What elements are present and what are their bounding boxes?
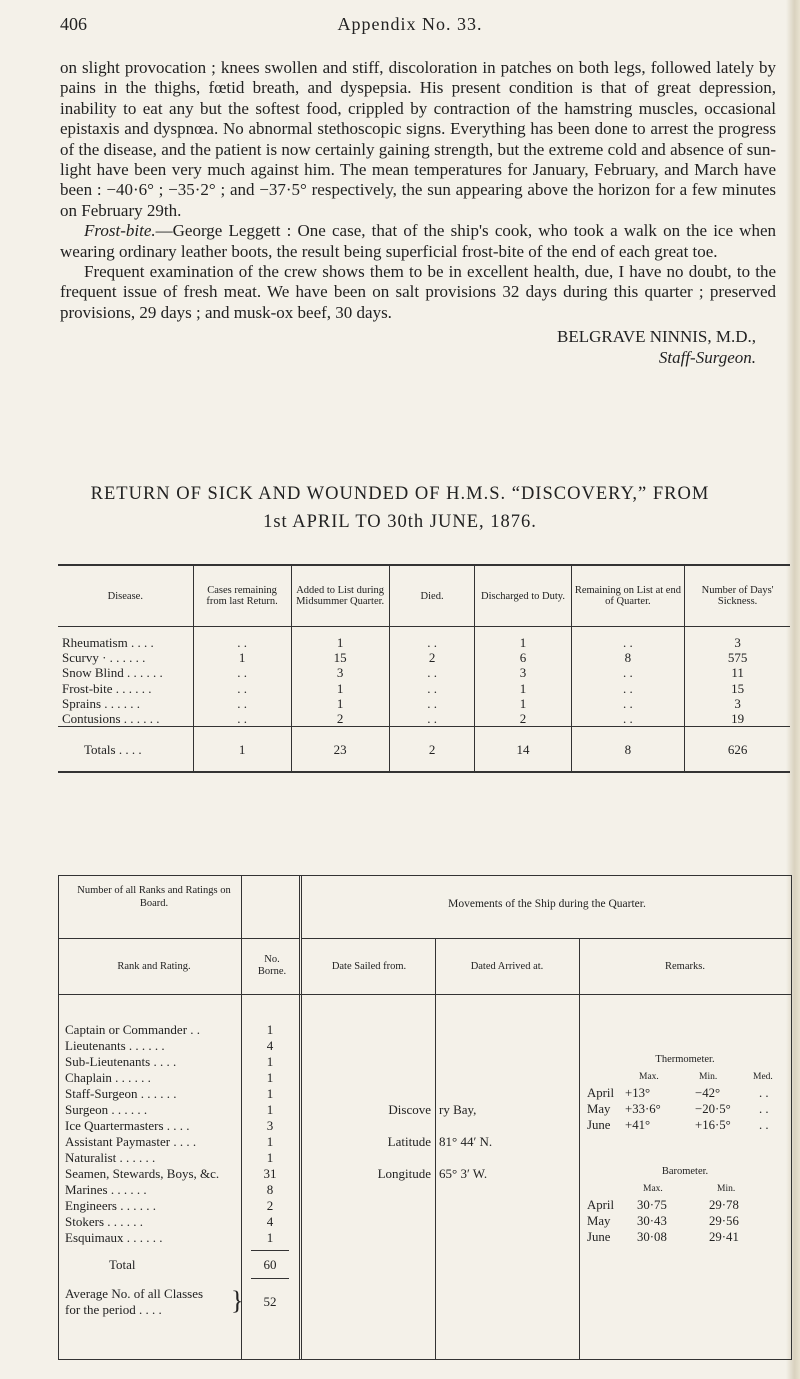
total-label: Total (109, 1257, 136, 1272)
header-died: Died. (389, 565, 475, 627)
rank-number: 31 (263, 1166, 277, 1181)
rank-label: Stokers . . . . . . (65, 1214, 143, 1229)
sick-table-header (58, 565, 790, 627)
paragraph-health: Frequent examination of the crew shows them to be in excellent health, due, I have no doubt, to the frequent issue of fresh meat. We have been on salt provisions 32 days during this quarter ; preserved provisions, 29 days ; and musk-ox beef, 30 days. (60, 262, 776, 322)
frostbite-text: —George Leggett : One case, that of the ship's cook, who took a walk on the ice when wearing ordinary leather boots, the result being superficial frost-bite of the end of each great toe. (60, 221, 776, 261)
rank-label: Sub-Lieutenants . . . . (65, 1054, 177, 1069)
baro-min-header: Min. (717, 1184, 736, 1194)
rank-number: 4 (266, 1214, 274, 1229)
rank-number: 1 (266, 1150, 274, 1165)
average-label-1: Average No. of all Classes (65, 1286, 204, 1301)
crew-movements-table: Number of all Ranks and Ratings on Board. Movements of the Ship during the Quarter. Rank and Rating. No. Borne. Date Sailed from. Dated Arrived at. Remarks. Captain or Commander . . 1 Lieutenants . . . . . . 4 Sub-Lieutenants . . . . 1 Chaplain . . . . . . 1 Staff-Surgeon . . . . . . 1 Surgeon . . . . . . 1 Ice Quartermasters . . . . 3 Assistant Paymaster . . . . 1 Naturalist . . . . . . 1 Seamen, Stewards, Boys, &c. 31 Marines . . . . . . 8 Engineers . . . . . . 2 Stokers . . . . . . 4 Esquimaux . . . . . . 1 Total 60 Average No. of all Classes for the period . . . . } 52 Discove Latitude Longitude ry Bay, 81° 44′ N. 65° 3′ W. Thermometer. Max. Min. Med. April +13° −42° . . May +33·6° −20·5° . . June +41° +16·5° . . Barometer. Max. Min. April 30·75 29·78 May 30·43 29·56 June 30·08 29·41 (58, 875, 792, 1360)
frostbite-label: Frost-bite. (84, 221, 156, 241)
header-remaining-end: Remaining on List at end of Quarter. (571, 565, 685, 627)
average-value: 52 (263, 1294, 277, 1309)
rank-label: Naturalist . . . . . . (65, 1150, 156, 1165)
signature: BELGRAVE NINNIS, M.D., (557, 327, 756, 347)
header-cases-remaining: Cases remaining from last Return. (193, 565, 291, 627)
rank-number: 4 (266, 1038, 274, 1053)
rank-number: 2 (266, 1198, 274, 1213)
rank-number: 1 (266, 1070, 274, 1085)
rank-label: Seamen, Stewards, Boys, &c. (65, 1166, 220, 1181)
rank-label: Surgeon . . . . . . (65, 1102, 148, 1117)
table-row: Snow Blind . . . . . . . . 3 . . 3 . . 11 (58, 665, 790, 680)
rank-label: Assistant Paymaster . . . . (65, 1134, 197, 1149)
rank-number: 3 (266, 1118, 274, 1133)
header-movements: Movements of the Ship during the Quarter. (448, 898, 646, 910)
arrived-place: ry Bay, (439, 1102, 477, 1117)
table-row: Scurvy · . . . . . . 1 15 2 6 8 575 (58, 650, 790, 665)
header-disease: Disease. (58, 565, 193, 627)
header-days-sickness: Number of Days' Sickness. (685, 565, 790, 627)
rank-number: 1 (266, 1102, 274, 1117)
rank-number: 1 (266, 1230, 274, 1245)
col-dated-arrived: Dated Arrived at. (470, 961, 544, 972)
rank-number: 1 (266, 1086, 274, 1101)
sailed-latitude: Latitude (387, 1134, 431, 1149)
rank-label: Esquimaux . . . . . . (65, 1230, 163, 1245)
thermo-max-header: Max. (639, 1072, 659, 1082)
running-header (60, 14, 760, 40)
thermo-med-header: Med. (753, 1072, 773, 1082)
table-row: Frost-bite . . . . . . . . 1 . . 1 . . 15 (58, 681, 790, 696)
report-title-line2: 1st APRIL TO 30th JUNE, 1876. (263, 512, 537, 532)
col-date-sailed: Date Sailed from. (331, 961, 407, 972)
running-title: Appendix No. 33. (337, 14, 483, 34)
col-no: No. Borne. (257, 954, 287, 977)
rank-label: Marines . . . . . . (65, 1182, 147, 1197)
sailed-place: Discove (388, 1102, 431, 1117)
rank-label: Engineers . . . . . . (65, 1198, 156, 1213)
rank-label: Chaplain . . . . . . (65, 1070, 151, 1085)
header-discharged: Discharged to Duty. (475, 565, 571, 627)
totals-row: Totals . . . . 1 23 2 14 8 626 (58, 727, 790, 773)
paragraph-scurvy: on slight provocation ; knees swollen and stiff, discoloration in patches on both legs, followed lately by pains in the thighs, fœtid breath, and dyspepsia. His present condition is that of great depression, inability to eat any but the softest food, crippled by contraction of the hamstring muscles, occasional epistaxis and dyspnœa. No abnormal stethoscopic signs. Everything has been done to arrest the progress of the disease, and the patient is now certainly gaining strength, but the extreme cold and absence of sun-light have been very much against him. The mean temperatures for January, February, and March have been : −40·6° ; −35·2° ; and −37·5° respectively, the sun appearing above the horizon for a few minutes on February 29th. (60, 58, 776, 220)
paragraph-frostbite (60, 221, 776, 262)
thermo-min-header: Min. (699, 1072, 718, 1082)
header-number-ranks: Number of all Ranks and Ratings on Board. (77, 885, 231, 909)
rank-number: 8 (266, 1182, 274, 1197)
thermometer-title: Thermometer. (655, 1054, 715, 1065)
rank-number: 1 (266, 1054, 274, 1069)
rank-label: Lieutenants . . . . . . (65, 1038, 165, 1053)
report-text (60, 58, 776, 368)
sick-wounded-table (58, 564, 790, 773)
rank-number: 1 (266, 1022, 274, 1037)
arrived-latitude: 81° 44′ N. (439, 1134, 493, 1149)
rank-number: 1 (266, 1134, 274, 1149)
header-added: Added to List during Midsummer Quarter. (291, 565, 389, 627)
sailed-longitude: Longitude (377, 1166, 431, 1181)
barometer-title: Barometer. (661, 1166, 709, 1177)
baro-max-header: Max. (643, 1184, 663, 1194)
signature-role: Staff-Surgeon. (658, 347, 756, 367)
table-row: Rheumatism . . . . . . 1 . . 1 . . 3 (58, 635, 790, 650)
arrived-longitude: 65° 3′ W. (439, 1166, 488, 1181)
col-rank: Rank and Rating. (117, 961, 191, 972)
rank-label: Staff-Surgeon . . . . . . (65, 1086, 177, 1101)
rank-label: Ice Quartermasters . . . . (65, 1118, 190, 1133)
table-row: Contusions . . . . . . . . 2 . . 2 . . 19 (58, 711, 790, 727)
average-label-2: for the period . . . . (65, 1302, 162, 1317)
total-value: 60 (263, 1257, 277, 1272)
report-title-line1: RETURN OF SICK AND WOUNDED OF H.M.S. “DISCOVERY,” FROM (90, 484, 710, 504)
col-remarks: Remarks. (665, 961, 705, 972)
rank-label: Captain or Commander . . (65, 1022, 201, 1037)
table-row: Sprains . . . . . . . . 1 . . 1 . . 3 (58, 696, 790, 711)
page-number: 406 (60, 14, 87, 34)
